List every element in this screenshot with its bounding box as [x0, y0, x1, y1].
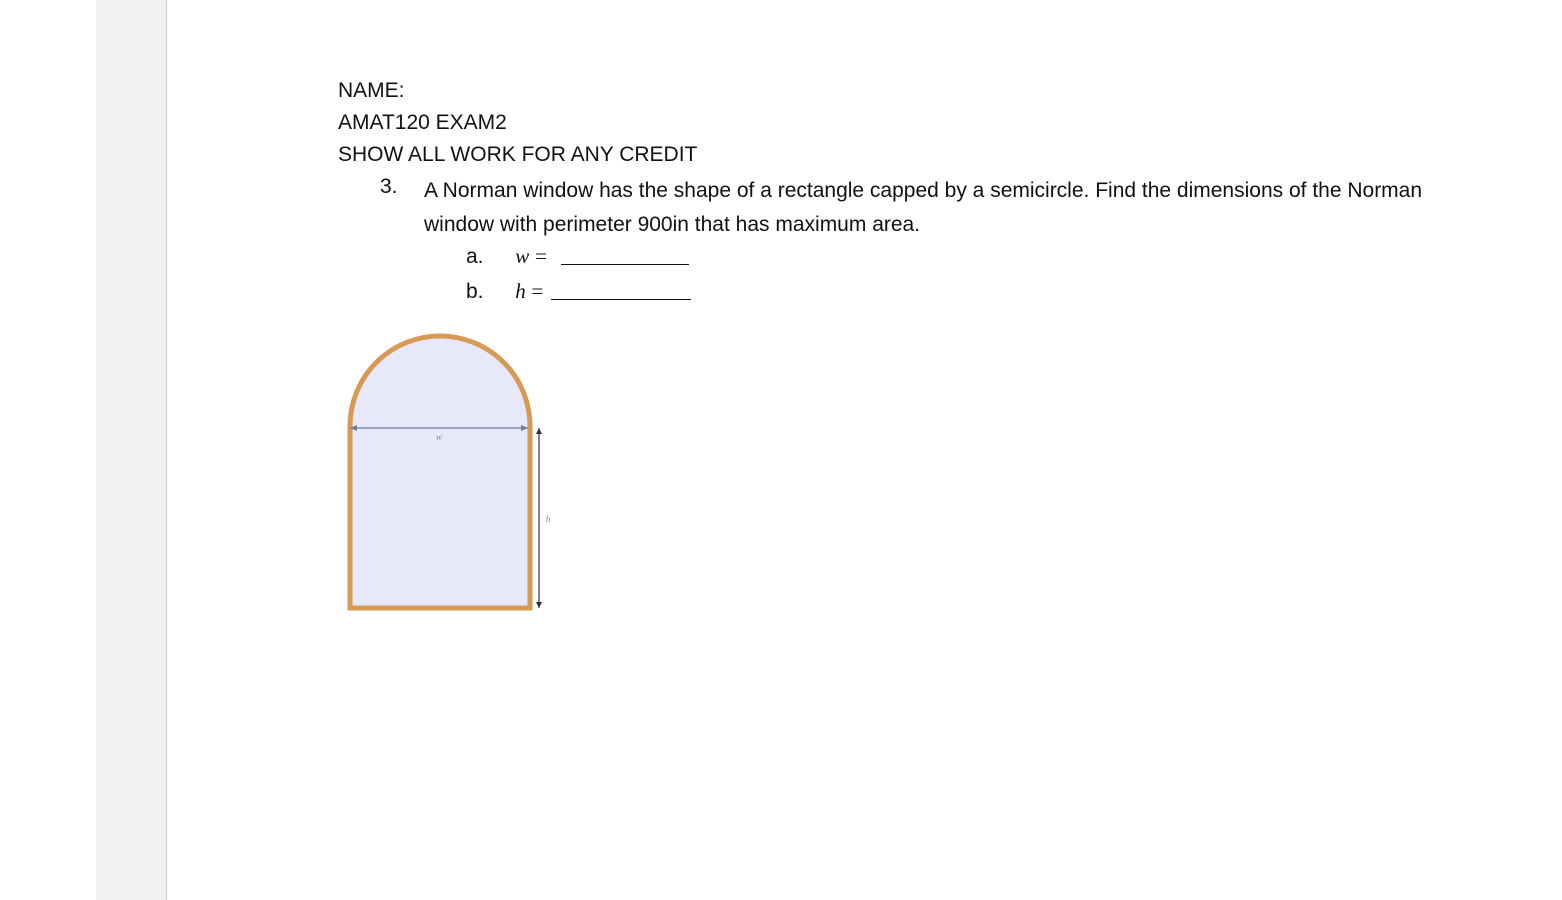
question-text: A Norman window has the shape of a rectangle capped by a semicircle. Find the dimensions of the Norman window with perimeter 900in that has maximum area.: [424, 179, 1423, 236]
height-dimension-line: [536, 428, 542, 608]
answer-a: [466, 243, 689, 270]
answer-a-blank[interactable]: [561, 244, 689, 265]
width-label: w: [435, 432, 443, 442]
answer-a-variable: w: [515, 244, 530, 268]
answer-b-blank[interactable]: [551, 279, 691, 300]
height-label: h: [545, 514, 551, 524]
norman-window-shape: [350, 336, 530, 608]
left-margin: [0, 0, 96, 900]
question-number: 3.: [380, 175, 398, 198]
course-title: AMAT120 EXAM2: [338, 111, 507, 134]
page-gutter: [96, 0, 167, 900]
answer-a-marker: a.: [466, 245, 484, 268]
norman-window-figure: [340, 330, 560, 620]
instruction-text: SHOW ALL WORK FOR ANY CREDIT: [338, 143, 698, 166]
answer-b: [466, 278, 691, 305]
answer-a-equals: =: [535, 244, 547, 268]
name-label: NAME:: [338, 79, 405, 102]
answer-b-marker: b.: [466, 280, 484, 303]
answer-b-variable: h: [515, 279, 526, 303]
answer-b-equals: =: [531, 279, 544, 303]
